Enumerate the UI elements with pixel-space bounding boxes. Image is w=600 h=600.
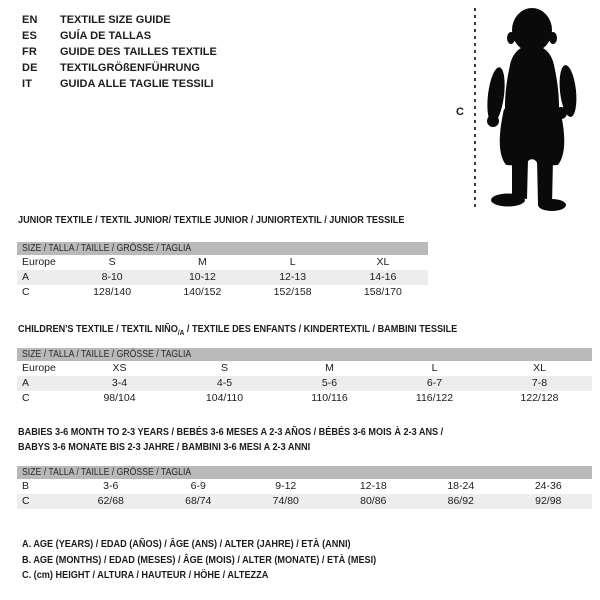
language-row [22, 12, 217, 28]
row-label: B [22, 480, 30, 492]
cell: 62/68 [97, 495, 124, 507]
cell: 12-18 [359, 480, 387, 492]
note-height-cm: C. (cm) HEIGHT / ALTURA / HAUTEUR / HÖHE / ALTEZZA [22, 569, 269, 581]
table-row [17, 255, 428, 270]
title-part: / TEXTILE DES ENFANTS / KINDERTEXTIL / BAMBINI TESSILE [184, 323, 458, 335]
cell: 9-12 [275, 480, 297, 492]
cell: M [325, 362, 334, 374]
language-row [22, 76, 217, 92]
height-measure-label: C [456, 106, 464, 118]
cell: 92/98 [535, 495, 562, 507]
row-label: A [22, 377, 30, 389]
legend-notes [22, 537, 429, 584]
section-title-text [18, 322, 457, 340]
cell: 7-8 [531, 377, 548, 389]
language-title: GUIDA ALLE TAGLIE TESSILI [60, 78, 214, 90]
language-row [22, 28, 217, 44]
cell: L [431, 362, 438, 374]
cell: 98/104 [103, 392, 136, 404]
table-row [17, 376, 592, 391]
row-label: C [22, 286, 30, 298]
cell: 8-10 [101, 271, 123, 283]
size-header-bar [17, 348, 592, 361]
cell: 5-6 [321, 377, 338, 389]
cell: 74/80 [272, 495, 299, 507]
row-label: Europe [22, 256, 56, 268]
language-row [22, 60, 217, 76]
cell: 86/92 [447, 495, 474, 507]
cell: S [108, 256, 116, 268]
cell: 24-36 [534, 480, 562, 492]
table-row [17, 285, 428, 300]
title-part: CHILDREN'S TEXTILE / TEXTIL NIÑO [18, 323, 178, 335]
language-title: GUÍA DE TALLAS [60, 30, 152, 42]
cell: 3-6 [103, 480, 119, 492]
cell: 6-7 [426, 377, 443, 389]
cell: 4-5 [216, 377, 233, 389]
cell: 12-13 [279, 271, 307, 283]
language-title: TEXTILE SIZE GUIDE [60, 14, 171, 26]
cell: 18-24 [447, 480, 475, 492]
section-title-text: JUNIOR TEXTILE / TEXTIL JUNIOR/ TEXTILE JUNIOR / JUNIORTEXTIL / JUNIOR TESSILE [18, 214, 405, 226]
baby-silhouette [480, 7, 584, 212]
language-title: TEXTILGRÖßENFÜHRUNG [60, 62, 200, 74]
cell: 128/140 [93, 286, 132, 298]
section-title-line2: BABYS 3-6 MONATE BIS 2-3 JAHRE / BAMBINI 3-6 MESI A 2-3 ANNI [18, 441, 311, 453]
note-age-months: B. AGE (MONTHS) / EDAD (MESES) / ÂGE (MOIS) / ALTER (MONATE) / ETÀ (MESI) [22, 553, 377, 566]
junior-size-table [17, 242, 428, 300]
cell: 104/110 [205, 392, 244, 404]
cell: 10-12 [188, 271, 216, 283]
cell: 110/116 [311, 392, 348, 404]
cell: 116/122 [415, 392, 454, 404]
table-row [17, 391, 592, 406]
table-row [17, 479, 592, 494]
row-label: C [22, 495, 30, 507]
height-measure-line [474, 8, 476, 210]
children-size-table [17, 348, 592, 406]
language-code: DE [22, 62, 38, 74]
cell: XL [533, 362, 546, 374]
table-row [17, 361, 592, 376]
language-title-list [22, 12, 217, 92]
size-header-text: SIZE / TALLA / TAILLE / GRÖSSE / TAGLIA [22, 467, 192, 478]
table-row [17, 270, 428, 285]
size-header-text: SIZE / TALLA / TAILLE / GRÖSSE / TAGLIA [22, 243, 192, 254]
size-header-bar [17, 242, 428, 255]
note-age-years: A. AGE (YEARS) / EDAD (AÑOS) / ÂGE (ANS) / ALTER (JAHRE) / ETÀ (ANNI) [22, 538, 351, 550]
cell: 14-16 [369, 271, 397, 283]
section-title-children [18, 322, 523, 340]
section-title-babies [18, 425, 507, 455]
language-title: GUIDE DES TAILLES TEXTILE [60, 46, 217, 58]
row-label: A [22, 271, 30, 283]
babies-size-table [17, 466, 592, 509]
language-code: EN [22, 14, 38, 26]
size-header-text: SIZE / TALLA / TAILLE / GRÖSSE / TAGLIA [22, 349, 192, 360]
section-title-line1: BABIES 3-6 MONTH TO 2-3 YEARS / BEBÉS 3-6 MESES A 2-3 AÑOS / BÉBÉS 3-6 MOIS À 2-3 ANS / [18, 426, 444, 438]
cell: 3-4 [111, 377, 128, 389]
cell: L [289, 256, 296, 268]
language-row [22, 44, 217, 60]
cell: 158/170 [363, 286, 402, 298]
cell: 152/158 [273, 286, 312, 298]
cell: XS [112, 362, 127, 374]
size-header-bar [17, 466, 592, 479]
row-label: C [22, 392, 30, 404]
language-code: IT [22, 78, 33, 90]
row-label: Europe [22, 362, 56, 374]
cell: XL [376, 256, 390, 268]
cell: 140/152 [183, 286, 222, 298]
cell: 6-9 [190, 480, 206, 492]
cell: 68/74 [185, 495, 212, 507]
language-code: FR [22, 46, 38, 58]
language-code: ES [22, 30, 38, 42]
cell: 80/86 [360, 495, 387, 507]
table-row [17, 494, 592, 509]
section-title-junior [18, 213, 462, 228]
cell: S [220, 362, 228, 374]
cell: 122/128 [520, 392, 559, 404]
cell: M [198, 256, 207, 268]
title-subscript: /A [177, 328, 185, 338]
